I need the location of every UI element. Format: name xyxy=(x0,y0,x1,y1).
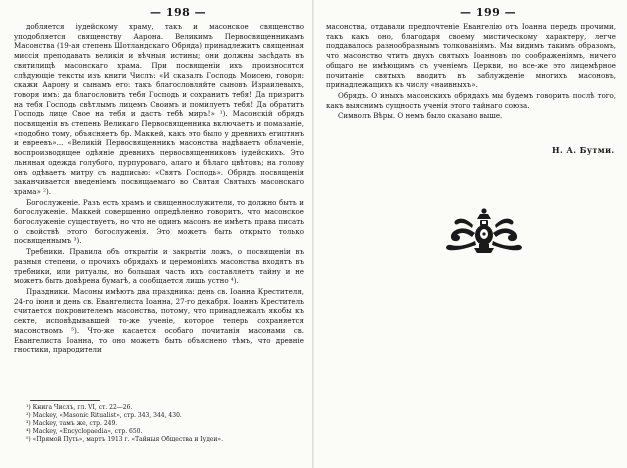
right-page xyxy=(314,0,627,468)
footnotes xyxy=(26,404,306,444)
left-page xyxy=(0,0,313,468)
paragraph-rite: Обрядъ. О иныхъ масонскихъ обрядахъ мы будемъ говорить послѣ того, какъ выяснимъ сущность ученія этого тайнаго союза. xyxy=(326,90,616,110)
page-number-left: — 198 — xyxy=(150,6,207,19)
left-page-body xyxy=(14,22,304,355)
paragraph: масонства, отдавали предпочтеніе Евангелію отъ Іоанна передъ прочими, такъ какъ оно, благодаря своему мистическому характеру, легче поддавалось разнообразнымъ толкованіямъ. Мы видимъ такимъ образомъ, что масонство чтитъ двухъ святыхъ Іоанновъ по соображеніямъ, ничего общаго не имѣющимъ съ ученіемъ Церкви, но все-же это лицемѣрное почитаніе святыхъ вводитъ въ заблужденіе многихъ масоновъ, принадлежащихъ къ числу «наивныхъ». xyxy=(326,22,616,90)
author-signature: Н. А. Бутми. xyxy=(552,145,615,155)
footnote-divider xyxy=(30,400,100,401)
footnote: ⁴) Mackey, «Encyclopaedia», стр. 650. xyxy=(26,428,143,435)
paragraph-rituals: Требники. Правила объ открытіи и закрытіи ложъ, о посвященіи въ разныя степени, о прочихъ обрядахъ и церемоніяхъ масонства входятъ въ требники, или ритуалы, но большая часть ихъ составляетъ тайну и не можетъ быть довѣрена бумагѣ, а сообщается лишь устно ⁴). xyxy=(14,247,304,286)
footnote: ³) Mackey, тамъ же, стр. 249. xyxy=(26,420,118,427)
footnote: ¹) Книга Числъ, гл. VI, ст. 22—26. xyxy=(26,404,133,411)
paragraph-holidays: Праздники. Масоны имѣютъ два праздника: день св. Іоанна Крестителя, 24-го іюня и день св. Евангелиста Іоанна, 27-го декабря. Іоаннъ Креститель считается покровителемъ масонства, потому, что принадлежалъ якобы къ секте, исповѣдывавшей то-же ученіе, которое теперь сохраняется масонствомъ ⁵). Что-же касается особаго почитанія масонами св. Евангелиста Іоанна, то оно можетъ быть объяснено тѣмъ, что древніе гностики, прародители xyxy=(14,286,304,355)
right-page-body xyxy=(326,22,616,121)
page-number-right: — 199 — xyxy=(460,6,517,19)
paragraph-worship: Богослуженіе. Разъ есть храмъ и священнослужители, то должно быть и богослуженіе. Маккей совершенно опредѣленно говоритъ, что масонское богослуженіе существуетъ, но что не одинъ масонъ не имѣетъ права писать о свойствѣ этого богослуженія. Это можетъ быть открыто только посвященнымъ ³). xyxy=(14,197,304,246)
paragraph: добляется іудейскому храму, такъ и масонское священство уподобляется священству Аарона. Великимъ Первосвященникамъ Масонства (19-ая степень Шотландскаго Обряда) принадлежитъ священная миссія преподавать великія и вѣчныя истины; они должны засѣдать въ святилищѣ масонскаго храма. При посвященіи ихъ произносятся слѣдующіе тексты изъ книги Числъ: «И сказалъ Господь Моисею, говоря: скажи Аарону и сынамъ его: такъ благословляйте сыновъ Израилевыхъ, говоря имъ: да благословитъ тебя Господь и сохранитъ тебя! Да призритъ на тебя Господь свѣтлымъ лицемъ Своимъ и помилуетъ тебя! Да обратитъ Господь лице Свое на тебя и дастъ тебѣ миръ!» ¹). Масонскій обрядъ посвященія въ степень Великаго Первосвященника включаетъ и помазаніе, «подобно тому, объясняетъ бр. Маккей, какъ это было у древнихъ египтянъ и евреевъ»... «Великій Первосвященникъ масонства надѣваетъ облаченіе, воспроизводящее одѣяніе древнихъ первосвященниковъ іудейскихъ. Это льняная одежда голубого, пурпуроваго, алаго и бѣлаго цвѣтовъ; на голову онъ одѣваетъ митру съ надписью: «Святъ Господь». Обрядъ посвященія заканчивается введеніемъ посвящаемаго во Святая Святыхъ масонскаго храма» ²). xyxy=(14,22,304,196)
decorative-vignette-icon xyxy=(439,205,529,260)
footnote: ⁵) «Прямой Путь», мартъ 1913 г. «Тайныя Общества и Іудеи». xyxy=(26,436,224,443)
paragraph-creed: Символъ Вѣры. О немъ было сказано выше. xyxy=(338,111,503,121)
footnote: ²) Mackey, «Masonic Ritualist», стр. 343, 344, 430. xyxy=(26,412,182,419)
